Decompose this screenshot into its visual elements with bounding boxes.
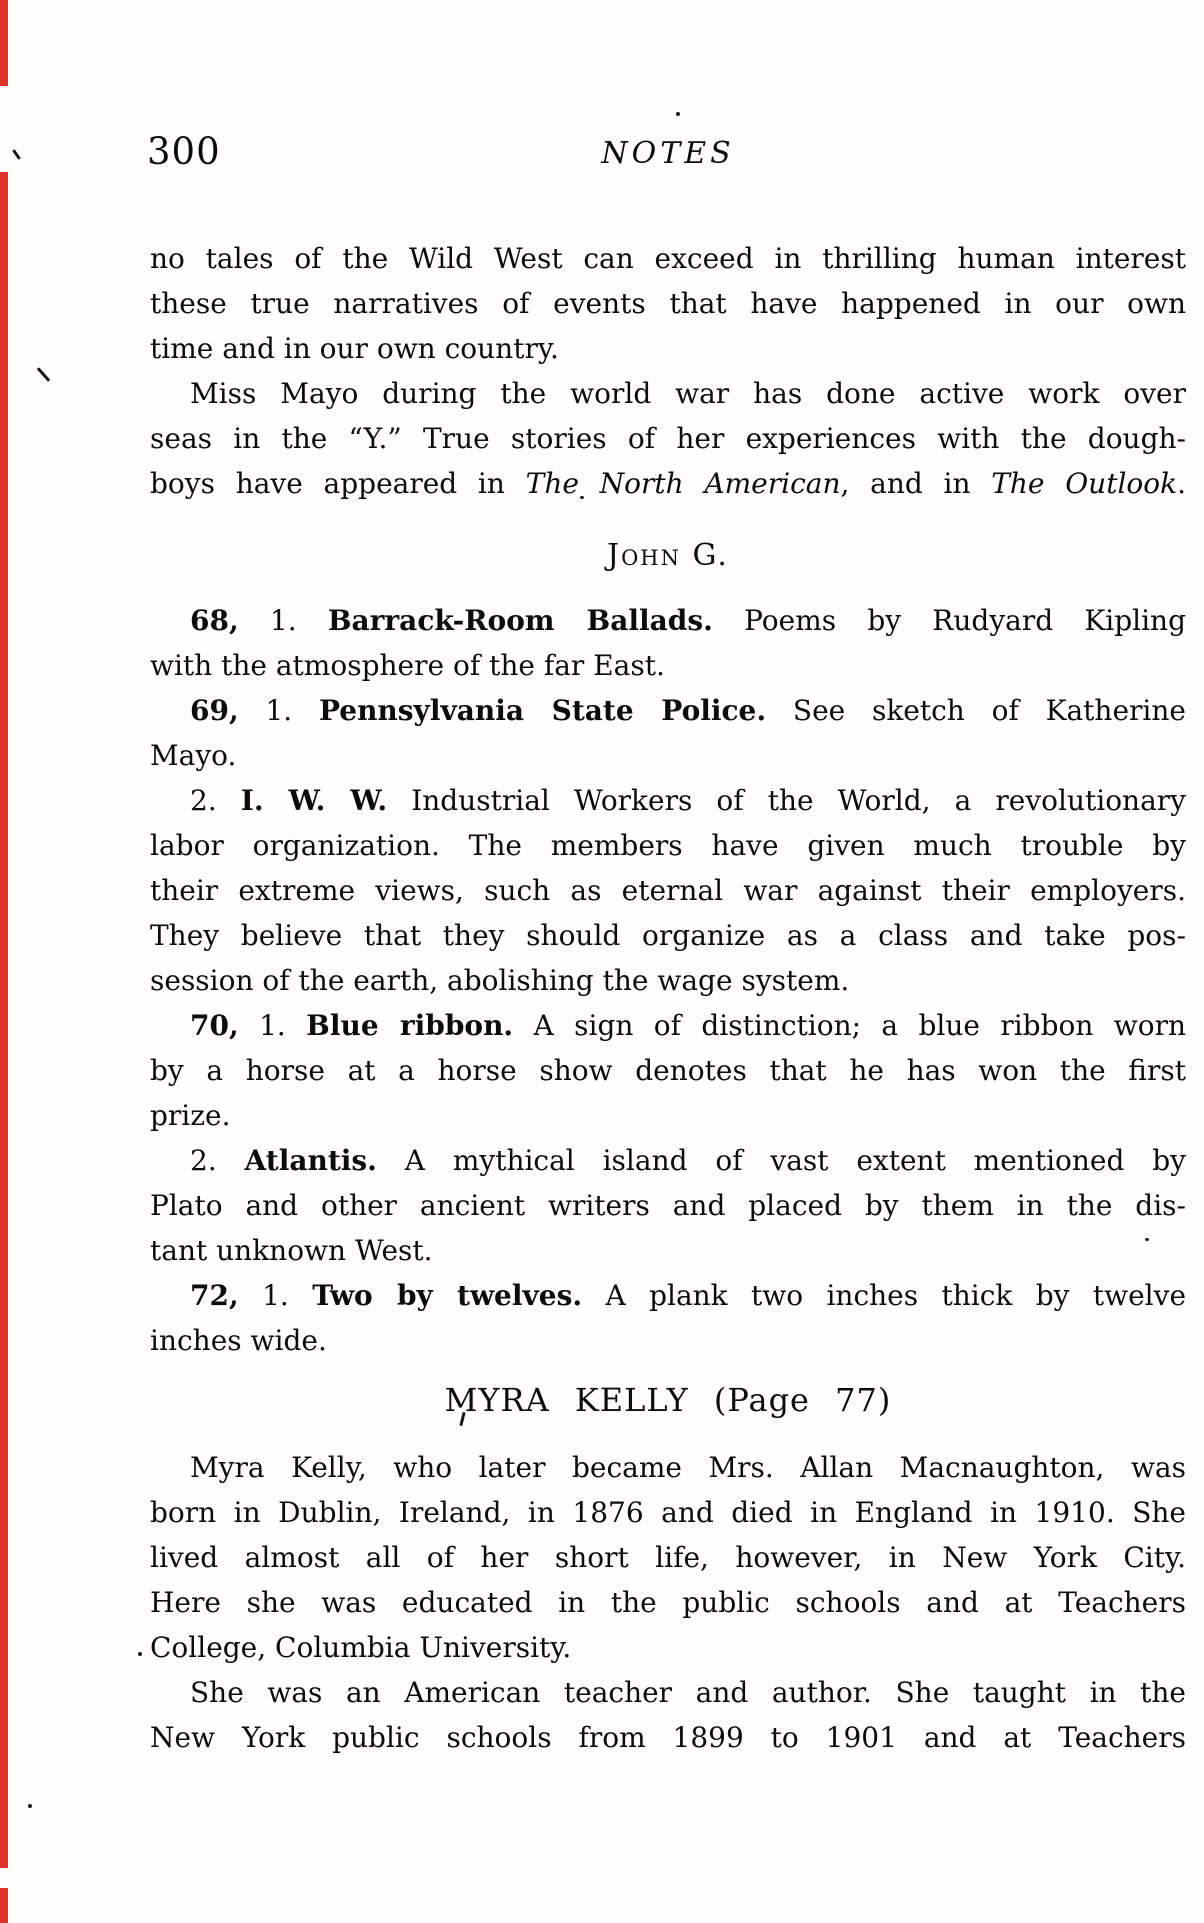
text-run: , and in [840,467,992,500]
text-run: A sign of distinction; a blue ribbon worn [513,1009,1187,1042]
entry-ref: 1. [238,694,319,727]
text-run: See sketch of Katherine [766,694,1186,727]
text-line: by a horse at a horse show denotes that he has won the first [150,1054,1186,1087]
note-entry-line [150,598,1186,643]
text-run: A plank two inches thick by twelve [582,1279,1187,1312]
text-run: Poems by Rudyard Kipling [712,604,1187,637]
text-line: New York public schools from 1899 to 1901 and at Teachers [150,1721,1186,1754]
text-line: lived almost all of her short life, however, in New York City. [150,1541,1186,1574]
entry-term: Two by twelves. [312,1279,583,1312]
scan-speck [676,112,680,116]
text-line: She was an American teacher and author. She taught in the [190,1676,1186,1709]
note-entry-line [150,778,1186,823]
ink-stroke [37,367,51,382]
note-entry-line [150,1273,1186,1318]
text-line: Mayo. [150,739,237,772]
book-title: The Outlook [991,467,1178,500]
text-line: tant unknown West. [150,1234,433,1267]
note-entry-line [150,688,1186,733]
book-title: The North American [525,467,841,500]
text-line: with the atmosphere of the far East. [150,649,665,682]
note-entry-line [150,1003,1186,1048]
page-number: 300 [147,130,221,173]
text-line: their extreme views, such as eternal war against their employers. [150,874,1186,907]
section-heading-john-g: John G. [607,538,729,573]
page-header [147,128,1186,178]
text-line [150,461,1186,506]
scan-speck [138,1652,142,1656]
entry-ref: 2. [190,784,241,817]
text-run: Industrial Workers of the World, a revolutionary [387,784,1186,817]
entry-term: Barrack-Room Ballads. [327,604,713,637]
text-line: They believe that they should organize as a class and take pos- [150,919,1186,952]
text-run: boys have appeared in [150,467,526,500]
text-line: inches wide. [150,1324,327,1357]
text-line: College, Columbia University. [150,1631,572,1664]
entry-number: 69, [190,694,239,727]
note-entry-line [150,1138,1186,1183]
text-line: Myra Kelly, who later became Mrs. Allan Macnaughton, was [190,1451,1186,1484]
scan-speck [28,1804,32,1808]
entry-number: 72, [190,1279,239,1312]
section-heading-myra-kelly: MYRA KELLY (Page 77) [444,1381,892,1419]
red-edge-stain [0,172,8,1868]
text-line: session of the earth, abolishing the wage system. [150,964,850,997]
entry-ref: 2. [190,1144,245,1177]
entry-ref: 1. [238,1279,313,1312]
entry-term: Blue ribbon. [306,1009,514,1042]
red-edge-stain [0,0,8,86]
running-title: NOTES [601,136,735,171]
entry-number: 68, [190,604,239,637]
ink-stroke [12,149,21,160]
entry-ref: 1. [238,1009,307,1042]
entry-ref: 1. [238,604,328,637]
entry-term: Atlantis. [244,1144,377,1177]
text-line: time and in our own country. [150,332,559,365]
page-body [150,236,1186,1760]
text-line: Plato and other ancient writers and placed by them in the dis- [150,1189,1186,1222]
entry-number: 70, [190,1009,239,1042]
entry-term: Pennsylvania State Police. [318,694,767,727]
text-line: Miss Mayo during the world war has done active work over [190,377,1186,410]
text-line: prize. [150,1099,231,1132]
text-line: born in Dublin, Ireland, in 1876 and died in England in 1910. She [150,1496,1186,1529]
text-line: these true narratives of events that have happened in our own [150,287,1186,320]
text-line: Here she was educated in the public schools and at Teachers [150,1586,1186,1619]
text-line: seas in the “Y.” True stories of her experiences with the dough- [150,422,1186,455]
entry-term: I. W. W. [240,784,388,817]
text-run: A mythical island of vast extent mentioned by [376,1144,1186,1177]
red-edge-stain [0,1888,8,1923]
text-line: labor organization. The members have given much trouble by [150,829,1186,862]
text-line: no tales of the Wild West can exceed in thrilling human interest [150,242,1186,275]
text-run: . [1177,467,1187,500]
